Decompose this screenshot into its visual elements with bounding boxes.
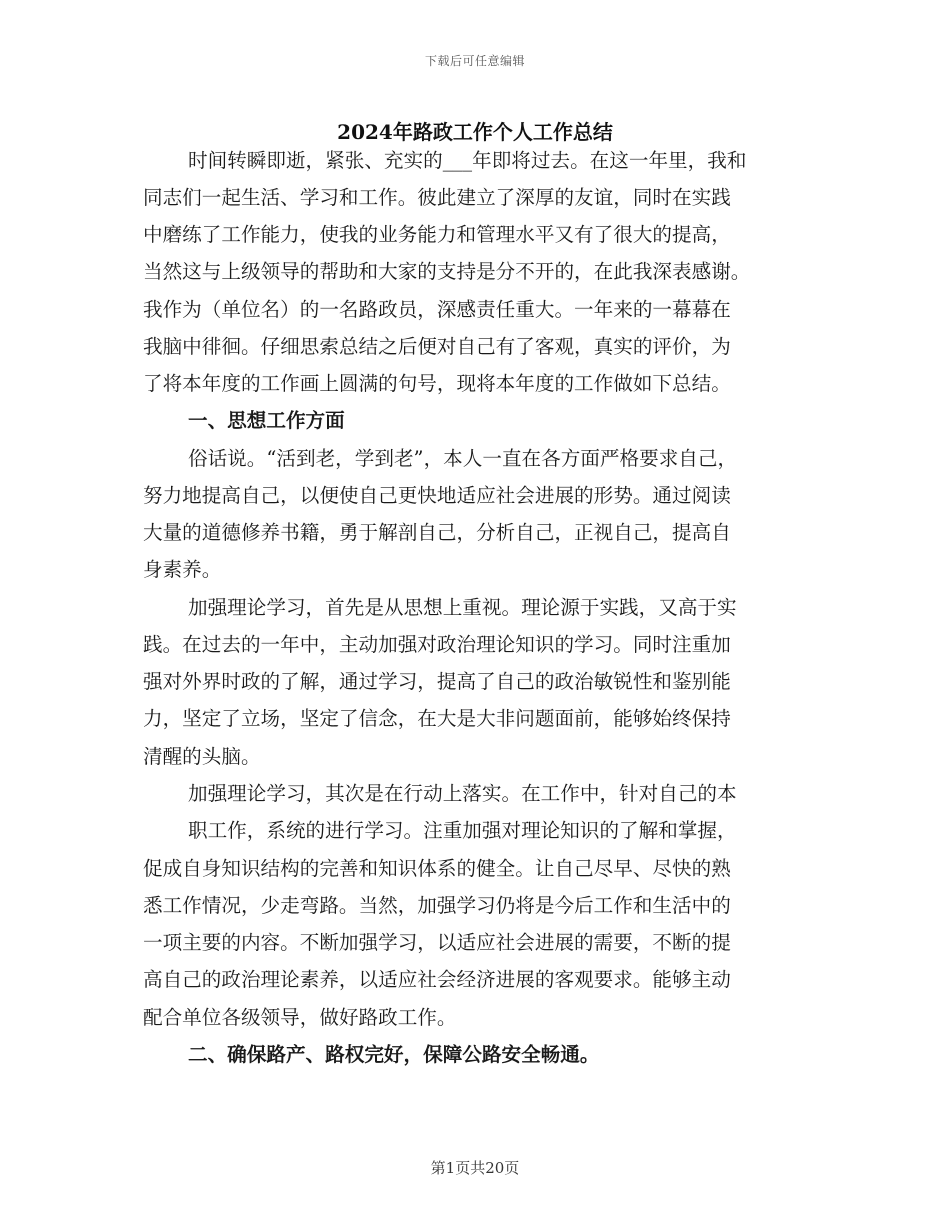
document-title: 2024年路政工作个人工作总结 bbox=[337, 120, 613, 144]
paragraph-1-line-7: 了将本年度的工作画上圆满的句号，现将本年度的工作做如下总结。 bbox=[143, 372, 731, 395]
paragraph-2-line-1: 俗话说。“活到老，学到老”，本人一直在各方面严格要求自己， bbox=[188, 447, 738, 470]
paragraph-4-line-1: 加强理论学习，其次是在行动上落实。在工作中，针对自己的本 bbox=[188, 782, 737, 805]
paragraph-3-line-5: 清醒的头脑。 bbox=[143, 745, 261, 768]
paragraph-4-line-4: 悉工作情况，少走弯路。当然，加强学习仍将是今后工作和生活中的 bbox=[143, 894, 731, 917]
paragraph-2-line-4: 身素养。 bbox=[143, 558, 222, 581]
paragraph-3-line-2: 践。在过去的一年中，主动加强对政治理论知识的学习。同时注重加 bbox=[143, 633, 731, 656]
paragraph-4-line-7: 配合单位各级领导，做好路政工作。 bbox=[143, 1006, 457, 1029]
paragraph-1-line-3: 中磨练了工作能力，使我的业务能力和管理水平又有了很大的提高， bbox=[143, 223, 731, 246]
paragraph-3-line-4: 力，坚定了立场，坚定了信念，在大是大非问题面前，能够始终保持 bbox=[143, 707, 731, 730]
paragraph-4-line-2: 职工作，系统的进行学习。注重加强对理论知识的了解和掌握， bbox=[188, 819, 737, 842]
paragraph-4-line-5: 一项主要的内容。不断加强学习，以适应社会进展的需要，不断的提 bbox=[143, 931, 731, 954]
section-heading-1: 一、思想工作方面 bbox=[188, 409, 345, 432]
paragraph-3-line-3: 强对外界时政的了解，通过学习，提高了自己的政治敏锐性和鉴别能 bbox=[143, 670, 731, 693]
paragraph-1-line-5: 我作为（单位名）的一名路政员，深感责任重大。一年来的一幕幕在 bbox=[143, 298, 731, 321]
paragraph-4-line-6: 高自己的政治理论素养，以适应社会经济进展的客观要求。能够主动 bbox=[143, 968, 731, 991]
page-header-note: 下载后可任意编辑 bbox=[424, 54, 525, 68]
paragraph-3-line-1: 加强理论学习，首先是从思想上重视。理论源于实践，又高于实 bbox=[188, 596, 737, 619]
paragraph-4-line-3: 促成自身知识结构的完善和知识体系的健全。让自己尽早、尽快的熟 bbox=[143, 857, 731, 880]
paragraph-2-line-3: 大量的道德修养书籍，勇于解剖自己，分析自己，正视自己，提高自 bbox=[143, 521, 731, 544]
paragraph-1-line-4: 当然这与上级领导的帮助和大家的支持是分不开的，在此我深表感谢。 bbox=[143, 260, 751, 283]
paragraph-2-line-2: 努力地提高自己，以便使自己更快地适应社会进展的形势。通过阅读 bbox=[143, 484, 731, 507]
paragraph-1-line-2: 同志们一起生活、学习和工作。彼此建立了深厚的友谊，同时在实践 bbox=[143, 186, 731, 209]
paragraph-1-line-6: 我脑中徘徊。仔细思索总结之后便对自己有了客观，真实的评价，为 bbox=[143, 335, 731, 358]
paragraph-1-line-1: 时间转瞬即逝，紧张、充实的___年即将过去。在这一年里，我和 bbox=[188, 149, 747, 172]
page-number: 第1页共20页 bbox=[430, 1159, 520, 1177]
section-heading-2: 二、确保路产、路权完好，保障公路安全畅通。 bbox=[188, 1043, 600, 1066]
